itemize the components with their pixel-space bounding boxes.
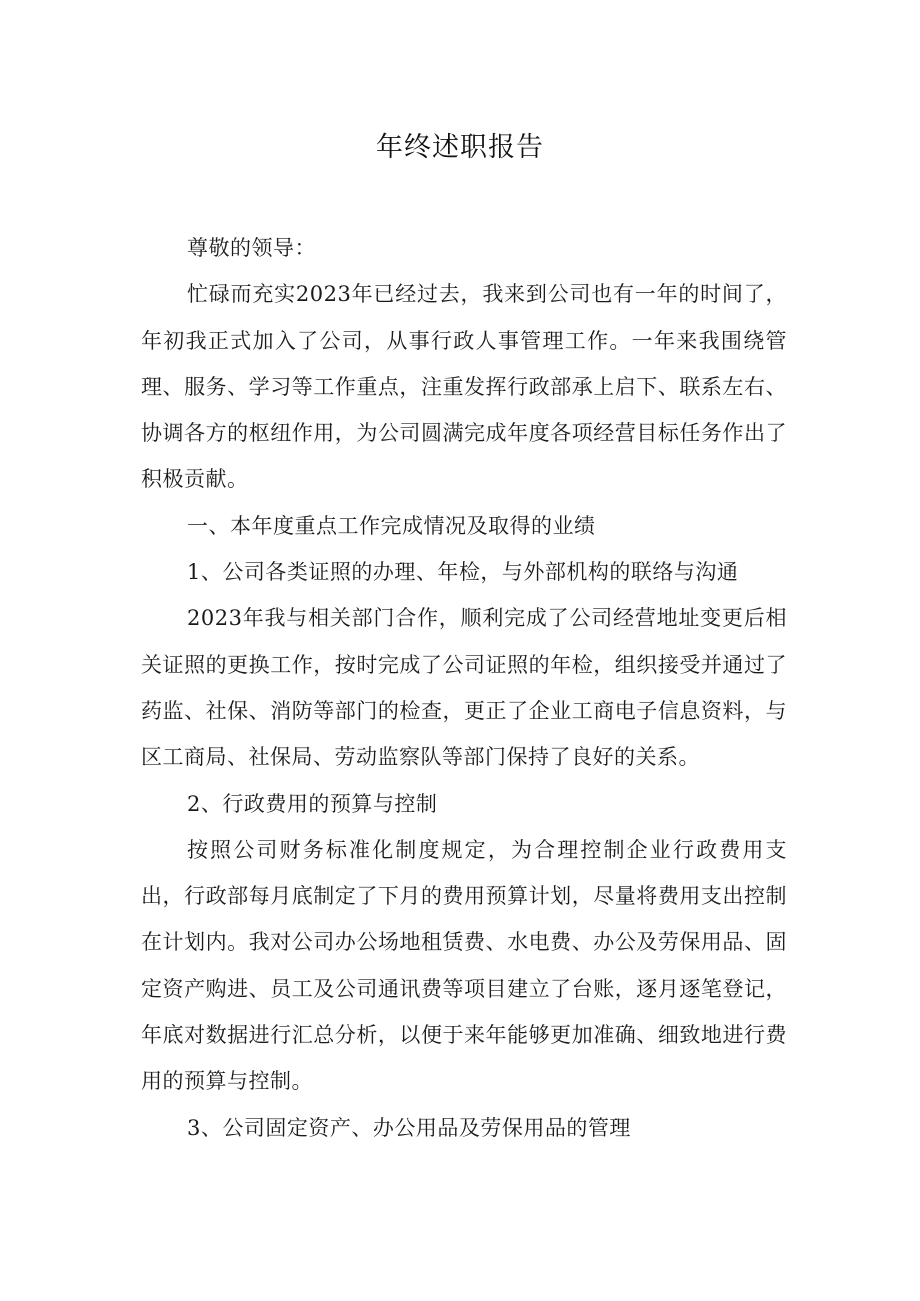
document-body [141, 225, 787, 1151]
subsection-heading-1: 1、公司各类证照的办理、年检，与外部机构的联络与沟通 [187, 560, 739, 585]
subsection-heading-3: 3、公司固定资产、办公用品及劳保用品的管理 [187, 1115, 631, 1140]
subsection-heading-2: 2、行政费用的预算与控制 [187, 791, 438, 816]
document-title: 年终述职报告 [376, 132, 544, 163]
section-heading-1: 一、本年度重点工作完成情况及取得的业绩 [187, 513, 596, 538]
salutation: 尊敬的领导： [187, 236, 316, 260]
paragraph-intro: 忙碌而充实2023年已经过去，我来到公司也有一年的时间了，年初我正式加入了公司，从事行政人事管理工作。一年来我围绕管理、服务、学习等工作重点，注重发挥行政部承上启下、联系左右、协调各方的枢纽作用，为公司圆满完成年度各项经营目标任务作出了积极贡献。 [141, 282, 787, 492]
paragraph-budget: 按照公司财务标准化制度规定，为合理控制企业行政费用支出，行政部每月底制定了下月的费用预算计划，尽量将费用支出控制在计划内。我对公司办公场地租赁费、水电费、办公及劳保用品、固定资产购进、员工及公司通讯费等项目建立了台账，逐月逐笔登记，年底对数据进行汇总分析，以便于来年能够更加准确、细致地进行费用的预算与控制。 [141, 837, 787, 1094]
paragraph-licenses: 2023年我与相关部门合作，顺利完成了公司经营地址变更后相关证照的更换工作，按时完成了公司证照的年检，组织接受并通过了药监、社保、消防等部门的检查，更正了企业工商电子信息资料，与区工商局、社保局、劳动监察队等部门保持了良好的关系。 [141, 606, 787, 770]
